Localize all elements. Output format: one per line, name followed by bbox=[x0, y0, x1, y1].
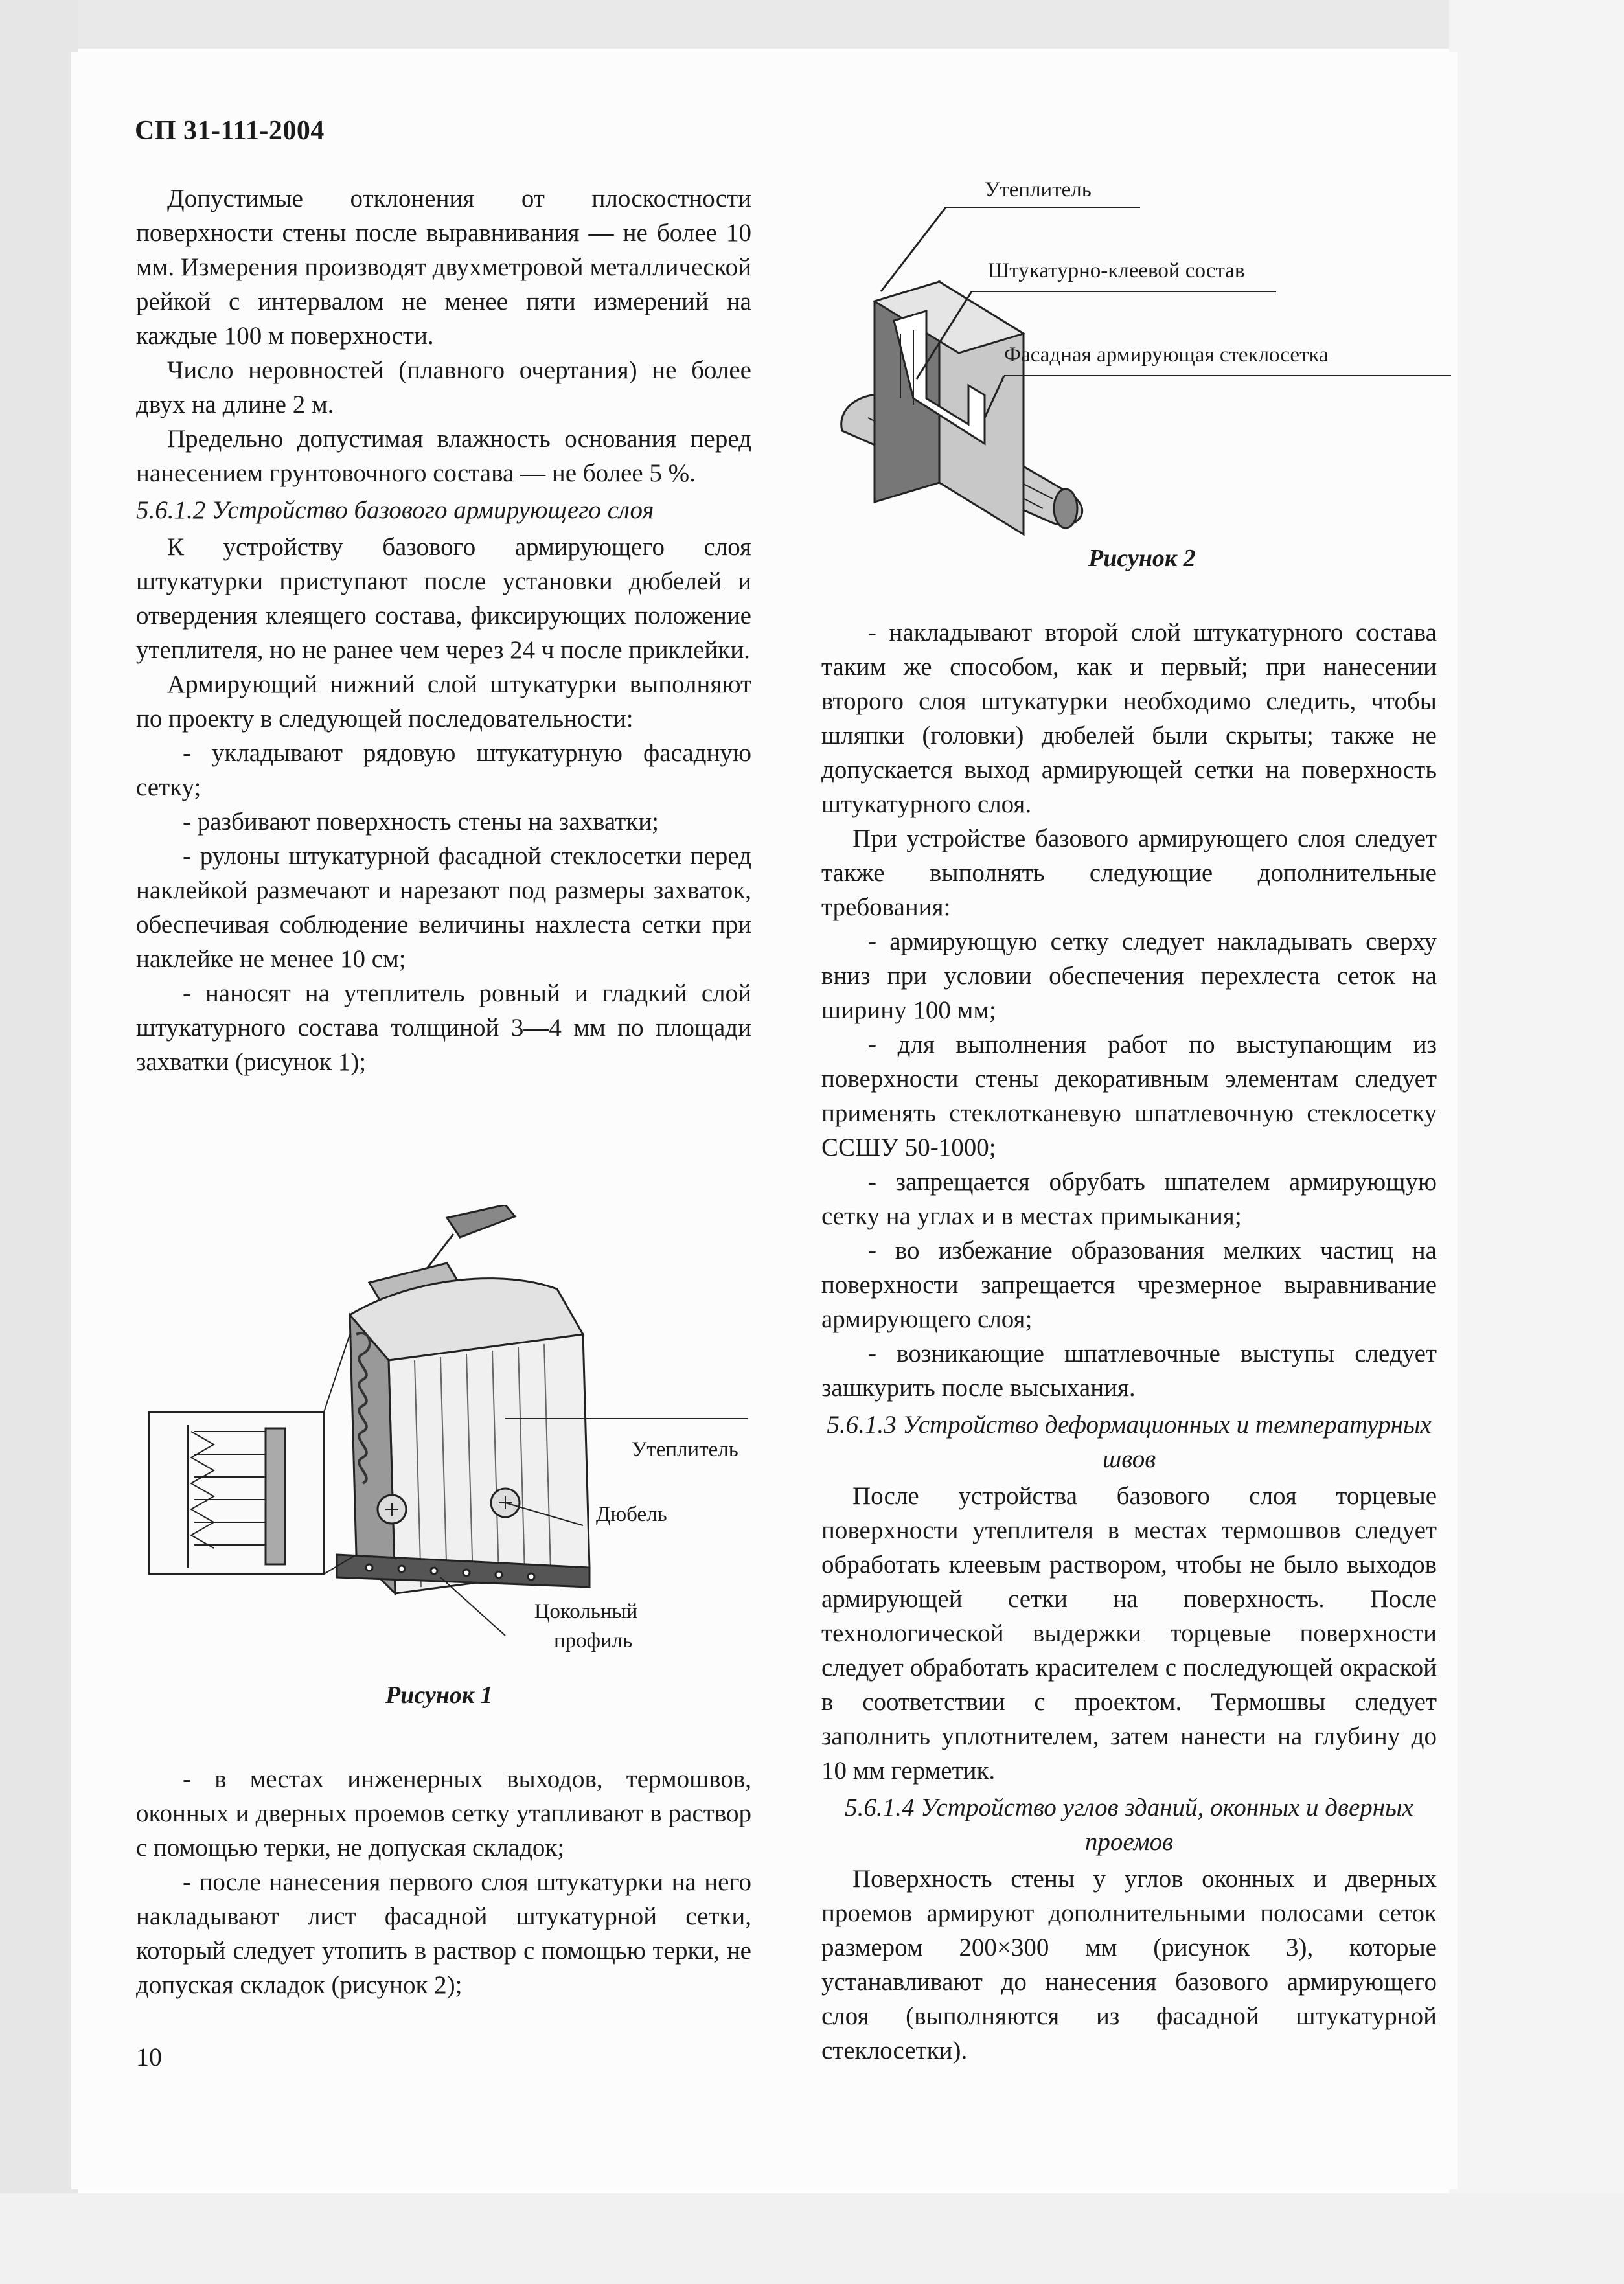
scan-border-left bbox=[0, 0, 78, 2284]
right-column-paragraph: - накладывают второй слой штукатурного состава таким же способом, как и первый; при нанесении второго слоя штукатурки необходимо следить, чтобы шляпки (головки) дюбелей были скрыты; также не допускается выход армирующей сетки на поверхность штукатурного слоя. bbox=[821, 619, 1437, 818]
right-column-paragraph: - запрещается обрубать шпателем армирующую сетку на углах и в местах примыкания; bbox=[821, 1168, 1437, 1230]
figure-2-caption: Рисунок 2 bbox=[1088, 545, 1196, 572]
document-header: СП 31-111-2004 bbox=[135, 116, 325, 146]
left-column-paragraph: - наносят на утеплитель ровный и гладкий слой штукатурного состава толщиной 3—4 мм по площади захватки (рисунок 1); bbox=[136, 979, 751, 1076]
left-column-paragraph: - в местах инженерных выходов, термошвов, оконных и дверных проемов сетку утапливают в раствор с помощью терки, не допуская складок; bbox=[136, 1765, 751, 1862]
right-column-paragraph: Поверхность стены у углов оконных и дверных проемов армируют дополнительными полосами сеток размером 200×300 мм (рисунок 3), которые устанавливают до нанесения базового армирующего слоя (выполняются из фасадной штукатурной стеклосетки). bbox=[821, 1865, 1437, 2064]
page-number: 10 bbox=[136, 2042, 162, 2072]
right-column-paragraph: При устройстве базового армирующего слоя следует также выполнять следующие дополнительные требования: bbox=[821, 825, 1437, 921]
figure-2-label-insulation: Утеплитель bbox=[985, 178, 1092, 201]
scan-border-top bbox=[0, 0, 1624, 49]
right-column-paragraph: После устройства базового слоя торцевые поверхности утеплителя в местах термошвов следует обработать клеевым раствором, чтобы не было выходов армирующей сетки на поверхность. После технологической выдержки торцевые поверхности следует обработать красителем с последующей окраской в соответствии с проектом. Термошвы следует заполнить уплотнителем, затем нанести на глубину до 10 мм герметик. bbox=[821, 1482, 1437, 1785]
left-column-paragraph: - рулоны штукатурной фасадной стеклосетки перед наклейкой размечают и нарезают под размеры захваток, обеспечивая соблюдение величины нахлеста сетки при наклейке не менее 10 см; bbox=[136, 842, 751, 973]
figure-1-label-dowel: Дюбель bbox=[596, 1503, 667, 1526]
left-column-paragraph: - после нанесения первого слоя штукатурки на него накладывают лист фасадной штукатурной сетки, который следует утопить в раствор с помощью терки, не допуская складок (рисунок 2); bbox=[136, 1868, 751, 1999]
left-column-subheading: 5.6.1.2 Устройство базового армирующего слоя bbox=[136, 496, 654, 524]
figure-2-label-mesh: Фасадная армирующая стеклосетка bbox=[1004, 343, 1329, 367]
left-column-paragraph: - разбивают поверхность стены на захватки; bbox=[183, 808, 659, 836]
left-column-paragraph: Число неровностей (плавного очертания) не более двух на длине 2 м. bbox=[136, 356, 751, 418]
figure-1-label-base-profile-line2: профиль bbox=[554, 1629, 633, 1652]
right-column-paragraph: - во избежание образования мелких частиц на поверхности запрещается чрезмерное выравнивание армирующего слоя; bbox=[821, 1237, 1437, 1333]
left-column-paragraph: Предельно допустимая влажность основания перед нанесением грунтовочного состава — не более 5 %. bbox=[136, 425, 751, 487]
right-column-paragraph: - для выполнения работ по выступающим из поверхности стены декоративным элементам следует применять стеклотканевую шпатлевочную стеклосетку ССШУ 50-1000; bbox=[821, 1031, 1437, 1161]
left-column-top bbox=[136, 181, 751, 1079]
right-column-paragraph: - армирующую сетку следует накладывать сверху вниз при условии обеспечения перехлеста сеток на ширину 100 мм; bbox=[821, 928, 1437, 1024]
right-column-subheading: 5.6.1.4 Устройство углов зданий, оконных и дверных проемов bbox=[845, 1794, 1413, 1856]
left-column-paragraph: Допустимые отклонения от плоскостности поверхности стены после выравнивания — не более 10 мм. Измерения производят двухметровой металлической рейкой с интервалом не менее пяти измерений на каждые 100 м поверхности. bbox=[136, 185, 751, 350]
figure-1-label-base-profile-line1: Цокольный bbox=[534, 1600, 638, 1623]
left-column-bottom bbox=[136, 1762, 751, 2002]
scan-border-right bbox=[1449, 0, 1624, 2284]
scan-border-bottom bbox=[0, 2193, 1624, 2284]
left-column-paragraph: Армирующий нижний слой штукатурки выполняют по проекту в следующей последовательности: bbox=[136, 670, 751, 733]
right-column-paragraph: - возникающие шпатлевочные выступы следует зашкурить после высыхания. bbox=[821, 1340, 1437, 1402]
right-column-subheading: 5.6.1.3 Устройство деформационных и температурных швов bbox=[827, 1411, 1432, 1473]
figure-1-label-insulation: Утеплитель bbox=[632, 1438, 738, 1461]
figure-2-label-plaster-glue: Штукатурно-клеевой состав bbox=[988, 259, 1245, 282]
left-column-paragraph: - укладывают рядовую штукатурную фасадную сетку; bbox=[136, 739, 751, 801]
figure-1-caption: Рисунок 1 bbox=[385, 1682, 493, 1709]
right-column bbox=[821, 615, 1437, 2068]
left-column-paragraph: К устройству базового армирующего слоя штукатурки приступают после установки дюбелей и отвердения клеящего состава, фиксирующих положение утеплителя, но не ранее чем через 24 ч после приклейки. bbox=[136, 533, 751, 664]
